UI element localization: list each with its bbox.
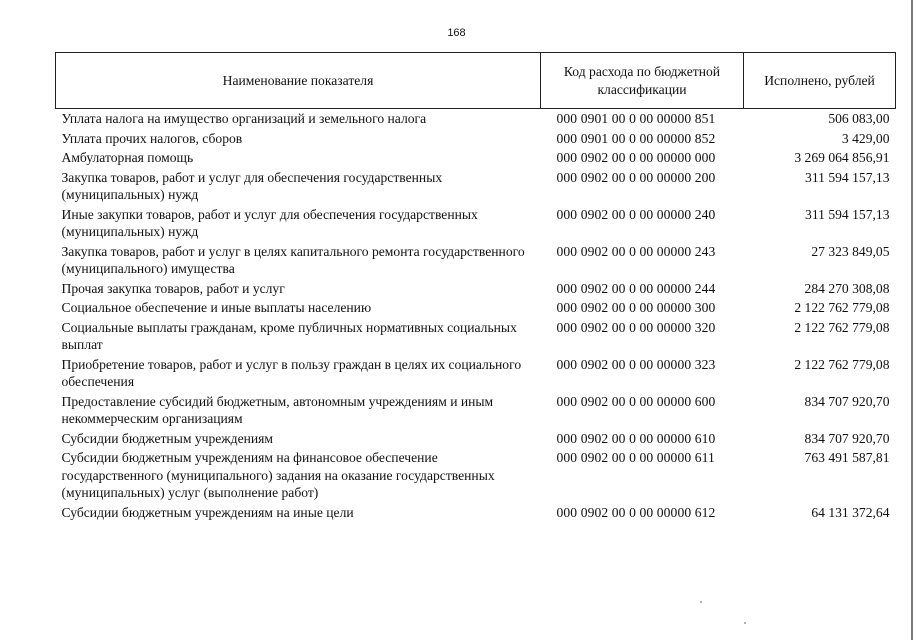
header-code: Код расхода по бюджетной классификации bbox=[541, 53, 744, 109]
table-row bbox=[56, 503, 896, 523]
header-name: Наименование показателя bbox=[56, 53, 541, 109]
table-row bbox=[56, 392, 896, 429]
table-row bbox=[56, 109, 896, 129]
table-row bbox=[56, 168, 896, 205]
row-name: Социальные выплаты гражданам, кроме публичных нормативных социальных выплат bbox=[61, 319, 517, 352]
table-row bbox=[56, 448, 896, 503]
row-name: Приобретение товаров, работ и услуг в пользу граждан в целях их социального обеспечения bbox=[61, 356, 522, 389]
expenditure-table bbox=[55, 52, 896, 522]
row-amount: 763 491 587,81 bbox=[804, 450, 890, 465]
table-body bbox=[56, 109, 896, 523]
row-amount: 284 270 308,08 bbox=[804, 280, 890, 296]
row-name: Закупка товаров, работ и услуг для обеспечения государственных (муниципальных) нужд bbox=[61, 169, 443, 202]
row-code: 000 0902 00 0 00 00000 240 bbox=[556, 206, 716, 222]
row-amount: 834 707 920,70 bbox=[804, 430, 890, 446]
row-code: 000 0901 00 0 00 00000 852 bbox=[556, 130, 716, 146]
row-code: 000 0901 00 0 00 00000 851 bbox=[556, 111, 716, 126]
row-code: 000 0902 00 0 00 00000 323 bbox=[556, 356, 716, 372]
row-amount: 311 594 157,13 bbox=[805, 169, 890, 185]
row-name: Субсидии бюджетным учреждениям на финансовое обеспечение государственного (муниципального) задания на оказание государственных (муниципальных) услуг (выполнение работ) bbox=[61, 450, 495, 500]
row-code: 000 0902 00 0 00 00000 000 bbox=[556, 150, 716, 165]
row-name: Субсидии бюджетным учреждениям bbox=[61, 430, 274, 446]
table-row bbox=[56, 318, 896, 355]
table-row bbox=[56, 429, 896, 449]
row-amount: 2 122 762 779,08 bbox=[794, 356, 890, 372]
row-code: 000 0902 00 0 00 00000 611 bbox=[556, 450, 715, 465]
table-header bbox=[56, 53, 896, 109]
table-row bbox=[56, 279, 896, 299]
page-number: 168 bbox=[447, 27, 466, 39]
row-code: 000 0902 00 0 00 00000 612 bbox=[556, 504, 716, 520]
row-amount: 2 122 762 779,08 bbox=[794, 319, 890, 335]
row-name: Иные закупки товаров, работ и услуг для обеспечения государственных (муниципальных) нужд bbox=[61, 206, 478, 239]
table-row bbox=[56, 205, 896, 242]
row-code: 000 0902 00 0 00 00000 300 bbox=[556, 300, 716, 315]
row-amount: 311 594 157,13 bbox=[805, 206, 890, 222]
table-row bbox=[56, 129, 896, 149]
row-amount: 834 707 920,70 bbox=[804, 393, 890, 409]
table-row bbox=[56, 242, 896, 279]
row-name: Уплата прочих налогов, сборов bbox=[61, 130, 243, 146]
row-amount: 506 083,00 bbox=[828, 111, 890, 126]
row-name: Социальное обеспечение и иные выплаты населению bbox=[61, 300, 372, 315]
table-row bbox=[56, 298, 896, 318]
row-name: Прочая закупка товаров, работ и услуг bbox=[61, 280, 285, 296]
row-code: 000 0902 00 0 00 00000 200 bbox=[556, 169, 716, 185]
row-name: Уплата налога на имущество организаций и земельного налога bbox=[61, 111, 427, 126]
row-amount: 64 131 372,64 bbox=[811, 504, 890, 520]
row-code: 000 0902 00 0 00 00000 320 bbox=[556, 319, 716, 335]
row-amount: 3 269 064 856,91 bbox=[794, 150, 890, 165]
row-name: Субсидии бюджетным учреждениям на иные цели bbox=[61, 504, 354, 520]
row-amount: 27 323 849,05 bbox=[811, 243, 890, 259]
row-code: 000 0902 00 0 00 00000 600 bbox=[556, 393, 716, 409]
row-amount: 2 122 762 779,08 bbox=[794, 300, 890, 315]
table-row bbox=[56, 148, 896, 168]
scan-speck bbox=[700, 601, 702, 603]
header-amount: Исполнено, рублей bbox=[744, 53, 896, 109]
row-name: Амбулаторная помощь bbox=[61, 150, 194, 165]
row-code: 000 0902 00 0 00 00000 243 bbox=[556, 243, 716, 259]
table-row bbox=[56, 355, 896, 392]
row-code: 000 0902 00 0 00 00000 244 bbox=[556, 280, 716, 296]
row-name: Предоставление субсидий бюджетным, автономным учреждениям и иным некоммерческим организациям bbox=[61, 393, 494, 426]
scan-speck bbox=[744, 622, 746, 624]
row-code: 000 0902 00 0 00 00000 610 bbox=[556, 430, 716, 446]
row-amount: 3 429,00 bbox=[841, 130, 890, 146]
row-name: Закупка товаров, работ и услуг в целях капитального ремонта государственного (муниципального) имущества bbox=[61, 243, 525, 276]
